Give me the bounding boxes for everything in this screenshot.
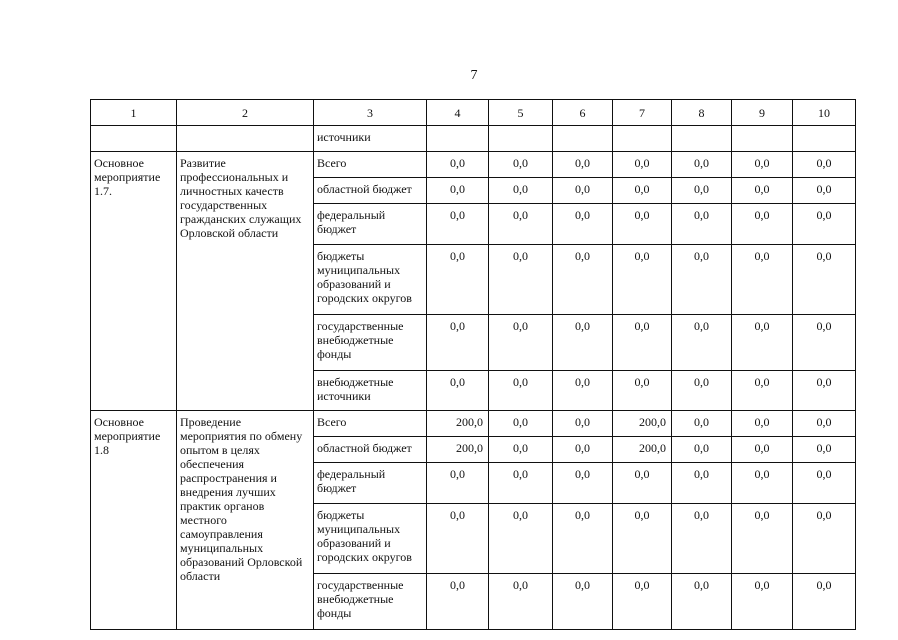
- value-cell: 0,0: [489, 411, 553, 437]
- value-cell: 0,0: [672, 411, 732, 437]
- value-cell: 0,0: [732, 463, 793, 504]
- empty-cell: [793, 126, 856, 152]
- empty-cell: [613, 126, 672, 152]
- value-cell: 0,0: [613, 152, 672, 178]
- activity-cell: Основное мероприятие 1.8: [91, 411, 177, 630]
- value-cell: 0,0: [427, 204, 489, 245]
- header-cell: 4: [427, 100, 489, 126]
- empty-cell: [732, 126, 793, 152]
- value-cell: 0,0: [732, 245, 793, 315]
- value-cell: 0,0: [613, 504, 672, 574]
- value-cell: 0,0: [427, 504, 489, 574]
- funding-source-cell: государственные внебюджетные фонды: [314, 315, 427, 371]
- funding-source-cell: областной бюджет: [314, 178, 427, 204]
- value-cell: 0,0: [732, 178, 793, 204]
- value-cell: 0,0: [427, 245, 489, 315]
- value-cell: 0,0: [613, 463, 672, 504]
- value-cell: 0,0: [732, 315, 793, 371]
- value-cell: 0,0: [672, 152, 732, 178]
- value-cell: 0,0: [672, 245, 732, 315]
- value-cell: 0,0: [672, 315, 732, 371]
- header-cell: 6: [553, 100, 613, 126]
- value-cell: 0,0: [427, 463, 489, 504]
- empty-cell: [427, 126, 489, 152]
- value-cell: 0,0: [427, 152, 489, 178]
- empty-cell: [489, 126, 553, 152]
- header-cell: 1: [91, 100, 177, 126]
- activity-cell: Основное мероприятие 1.7.: [91, 152, 177, 411]
- value-cell: 0,0: [732, 411, 793, 437]
- value-cell: 0,0: [553, 178, 613, 204]
- value-cell: 0,0: [489, 178, 553, 204]
- value-cell: 0,0: [672, 437, 732, 463]
- value-cell: 0,0: [489, 437, 553, 463]
- value-cell: 0,0: [553, 437, 613, 463]
- value-cell: 0,0: [732, 204, 793, 245]
- value-cell: 0,0: [489, 204, 553, 245]
- empty-cell: [91, 126, 177, 152]
- activity-description-cell: Развитие профессиональных и личностных качеств государственных гражданских служащих Орловской области: [177, 152, 314, 411]
- empty-cell: [553, 126, 613, 152]
- value-cell: 0,0: [672, 178, 732, 204]
- value-cell: 0,0: [553, 315, 613, 371]
- value-cell: 0,0: [553, 574, 613, 630]
- value-cell: 0,0: [427, 371, 489, 411]
- empty-cell: [672, 126, 732, 152]
- value-cell: 0,0: [672, 574, 732, 630]
- header-cell: 5: [489, 100, 553, 126]
- activity-description-cell: Проведение мероприятия по обмену опытом в целях обеспечения распространения и внедрения лучших практик органов местного самоуправления муниципальных образований Орловской области: [177, 411, 314, 630]
- value-cell: 0,0: [613, 204, 672, 245]
- continuation-row: [91, 126, 856, 152]
- empty-cell: [177, 126, 314, 152]
- value-cell: 200,0: [613, 411, 672, 437]
- value-cell: 0,0: [553, 204, 613, 245]
- page-number: 7: [470, 68, 478, 83]
- value-cell: 0,0: [672, 371, 732, 411]
- header-cell: 10: [793, 100, 856, 126]
- value-cell: 0,0: [732, 152, 793, 178]
- value-cell: 0,0: [672, 504, 732, 574]
- funding-source-cell: Всего: [314, 152, 427, 178]
- value-cell: 0,0: [553, 504, 613, 574]
- header-cell: 2: [177, 100, 314, 126]
- budget-table: [90, 99, 856, 630]
- value-cell: 0,0: [793, 152, 856, 178]
- value-cell: 0,0: [732, 574, 793, 630]
- value-cell: 0,0: [672, 204, 732, 245]
- table-row: [91, 152, 856, 178]
- funding-source-cell: областной бюджет: [314, 437, 427, 463]
- funding-source-cell: бюджеты муниципальных образований и городских округов: [314, 245, 427, 315]
- value-cell: 0,0: [793, 437, 856, 463]
- value-cell: 0,0: [793, 315, 856, 371]
- funding-source-cell: государственные внебюджетные фонды: [314, 574, 427, 630]
- value-cell: 0,0: [427, 574, 489, 630]
- value-cell: 0,0: [793, 463, 856, 504]
- value-cell: 0,0: [793, 204, 856, 245]
- header-cell: 8: [672, 100, 732, 126]
- value-cell: 200,0: [427, 437, 489, 463]
- value-cell: 0,0: [672, 463, 732, 504]
- value-cell: 0,0: [793, 411, 856, 437]
- value-cell: 0,0: [427, 178, 489, 204]
- value-cell: 0,0: [793, 574, 856, 630]
- header-cell: 3: [314, 100, 427, 126]
- funding-source-cell: федеральный бюджет: [314, 463, 427, 504]
- value-cell: 0,0: [613, 245, 672, 315]
- table-row: [91, 411, 856, 437]
- funding-source-cell: Всего: [314, 411, 427, 437]
- value-cell: 0,0: [489, 574, 553, 630]
- value-cell: 0,0: [489, 463, 553, 504]
- value-cell: 0,0: [793, 245, 856, 315]
- value-cell: 0,0: [732, 371, 793, 411]
- value-cell: 0,0: [553, 463, 613, 504]
- funding-source-cell: федеральный бюджет: [314, 204, 427, 245]
- value-cell: 0,0: [613, 178, 672, 204]
- funding-source-cell: бюджеты муниципальных образований и городских округов: [314, 504, 427, 574]
- value-cell: 0,0: [613, 315, 672, 371]
- value-cell: 200,0: [613, 437, 672, 463]
- value-cell: 0,0: [553, 152, 613, 178]
- value-cell: 0,0: [553, 371, 613, 411]
- value-cell: 0,0: [732, 437, 793, 463]
- funding-source-cell: внебюджетные источники: [314, 371, 427, 411]
- value-cell: 0,0: [793, 371, 856, 411]
- value-cell: 0,0: [489, 245, 553, 315]
- header-cell: 7: [613, 100, 672, 126]
- value-cell: 0,0: [793, 504, 856, 574]
- value-cell: 0,0: [489, 371, 553, 411]
- value-cell: 200,0: [427, 411, 489, 437]
- value-cell: 0,0: [553, 245, 613, 315]
- value-cell: 0,0: [489, 504, 553, 574]
- value-cell: 0,0: [613, 574, 672, 630]
- header-cell: 9: [732, 100, 793, 126]
- value-cell: 0,0: [793, 178, 856, 204]
- value-cell: 0,0: [553, 411, 613, 437]
- value-cell: 0,0: [489, 315, 553, 371]
- value-cell: 0,0: [613, 371, 672, 411]
- value-cell: 0,0: [489, 152, 553, 178]
- value-cell: 0,0: [732, 504, 793, 574]
- header-row: [91, 100, 856, 126]
- funding-source-cell: источники: [314, 126, 427, 152]
- value-cell: 0,0: [427, 315, 489, 371]
